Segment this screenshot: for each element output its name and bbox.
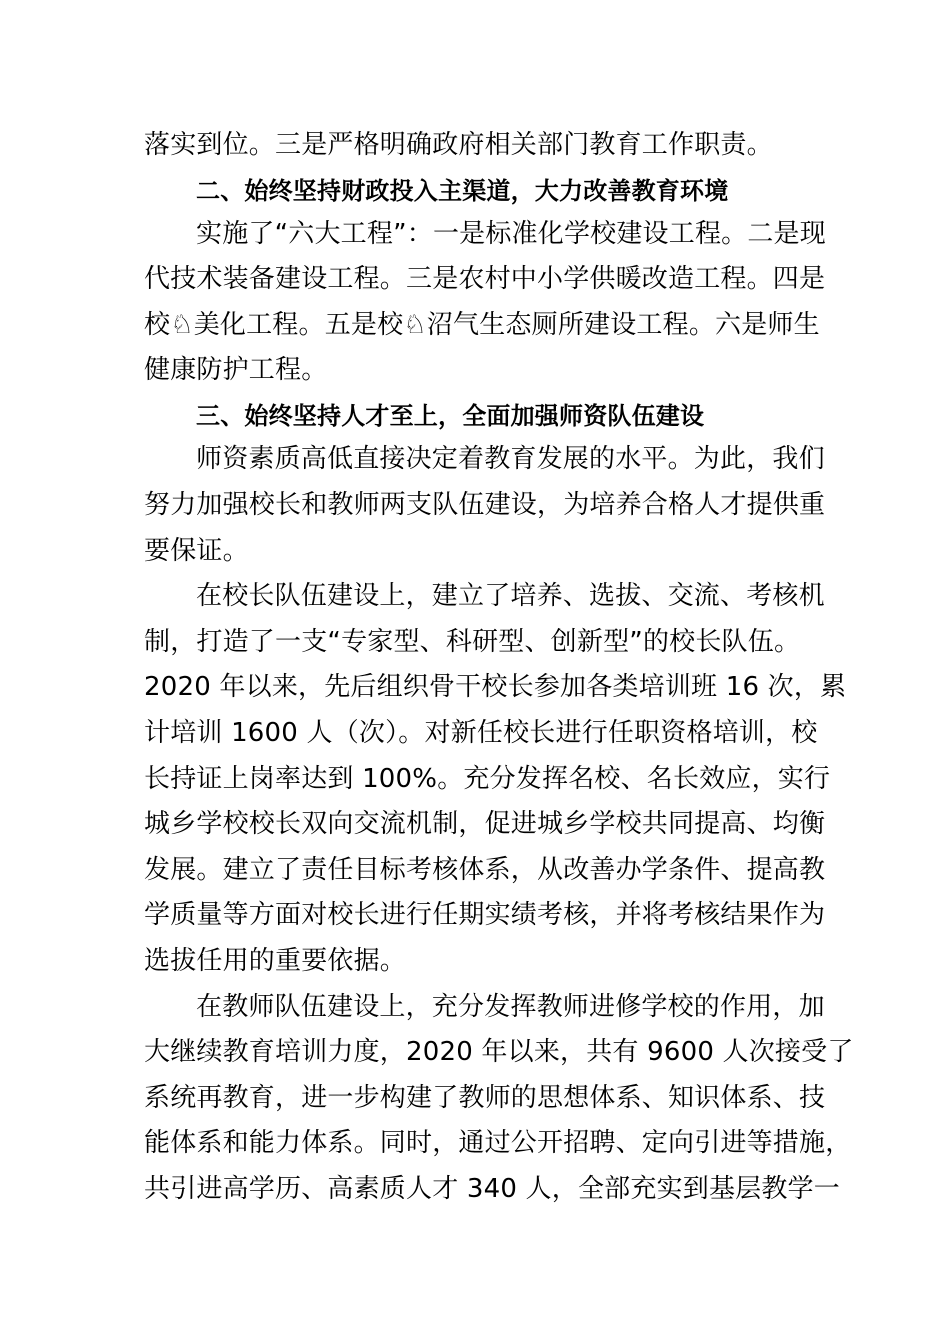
paragraph-line: 实施了“六大工程”：一是标准化学校建设工程。二是现: [196, 219, 826, 249]
paragraph-line: 选拔任用的重要依据。: [144, 946, 407, 976]
paragraph-line: 学质量等方面对校长进行任期实绩考核，并将考核结果作为: [144, 900, 826, 930]
paragraph-line: 系统再教育，进一步构建了教师的思想体系、知识体系、技: [144, 1083, 826, 1113]
paragraph-line: 落实到位。三是严格明确政府相关部门教育工作职责。: [144, 130, 773, 160]
paragraph-line: 共引进高学历、高素质人才 340 人，全部充实到基层教学一: [144, 1174, 840, 1204]
paragraph-line: 计培训 1600 人（次）。对新任校长进行任职资格培训，校: [144, 718, 818, 748]
paragraph-line: 能体系和能力体系。同时，通过公开招聘、定向引进等措施，: [144, 1128, 852, 1158]
paragraph-line: 师资素质高低直接决定着教育发展的水平。为此，我们: [196, 444, 825, 474]
paragraph-line: 在校长队伍建设上，建立了培养、选拔、交流、考核机: [196, 581, 825, 611]
paragraph-line: 2020 年以来，先后组织骨干校长参加各类培训班 16 次，累: [144, 672, 847, 702]
paragraph-line: 大继续教育培训力度，2020 年以来，共有 9600 人次接受了: [144, 1037, 854, 1067]
paragraph-line: 城乡学校校长双向交流机制，促进城乡学校共同提高、均衡: [144, 809, 826, 839]
paragraph-line: 发展。建立了责任目标考核体系，从改善办学条件、提高教: [144, 855, 826, 885]
section-heading-2: 二、始终坚持财政投入主渠道，大力改善教育环境: [196, 177, 729, 205]
paragraph-line: 制，打造了一支“专家型、科研型、创新型”的校长队伍。: [144, 627, 801, 657]
paragraph-line: 努力加强校长和教师两支队伍建设，为培养合格人才提供重: [144, 490, 826, 520]
paragraph-line: 要保证。: [144, 536, 249, 566]
paragraph-line: 代技术装备建设工程。三是农村中小学供暖改造工程。四是: [144, 264, 826, 294]
section-heading-3: 三、始终坚持人才至上，全面加强师资队伍建设: [196, 402, 705, 430]
paragraph-line: 长持证上岗率达到 100%。充分发挥名校、名长效应，实行: [144, 764, 831, 794]
paragraph-line: 健康防护工程。: [144, 355, 328, 385]
paragraph-line: 校♘美化工程。五是校♘沼气生态厕所建设工程。六是师生: [144, 310, 820, 340]
paragraph-line: 在教师队伍建设上，充分发挥教师进修学校的作用，加: [196, 992, 825, 1022]
